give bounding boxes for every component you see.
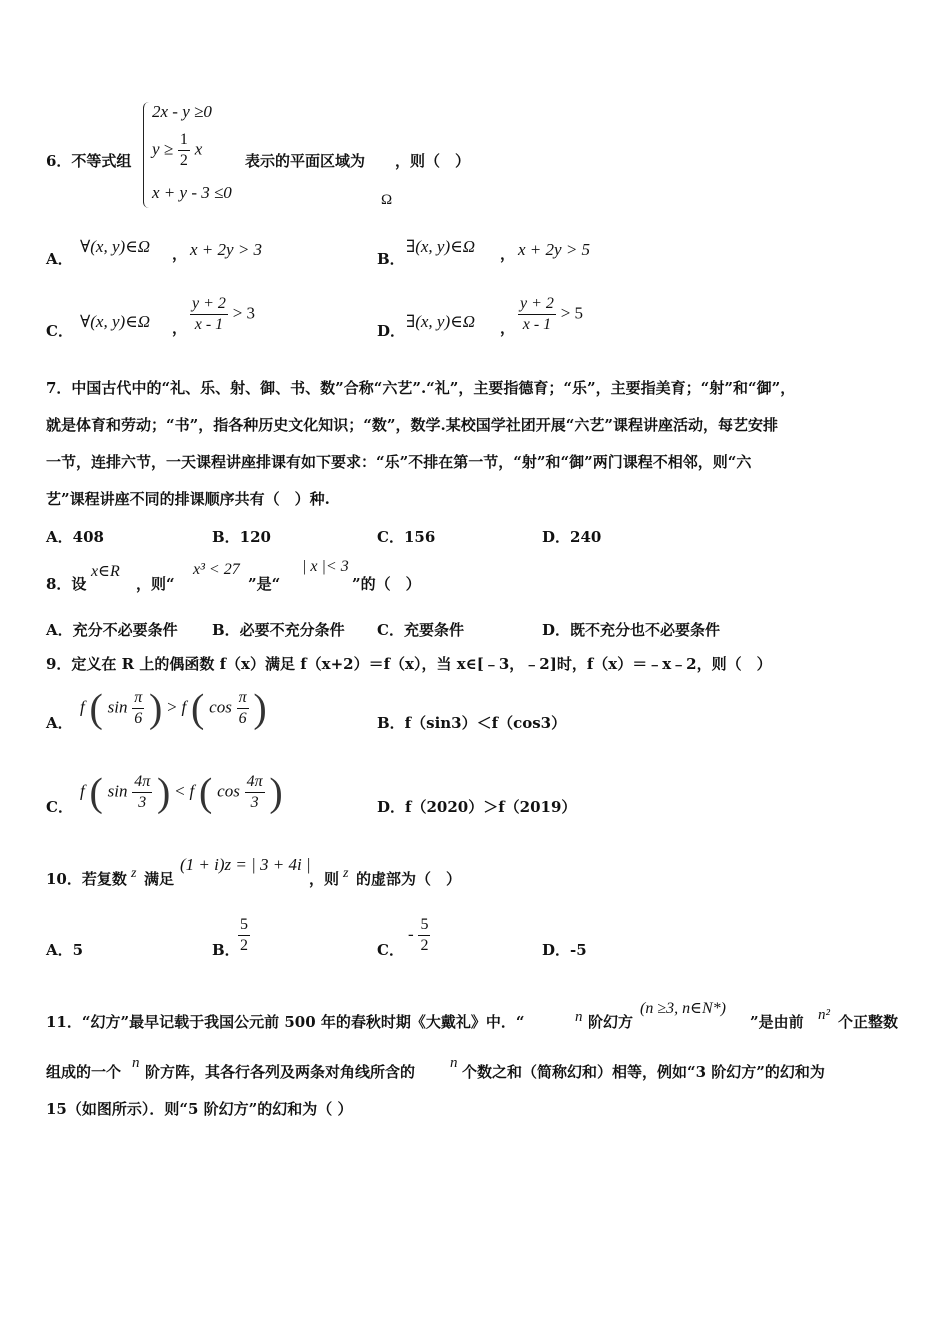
q11-line-2-tail: 个数之和（简称幻和）相等，例如“3 阶幻方”的幻和为 bbox=[462, 1063, 825, 1081]
q8-option-c: C．充要条件 bbox=[377, 621, 464, 639]
q6-option-d-relation: > 5 bbox=[560, 303, 584, 323]
q10-option-b-label: B． bbox=[212, 941, 240, 959]
q11-line-1-tail: 个正整数 bbox=[838, 1013, 899, 1031]
q9-option-a-frac-2 bbox=[237, 688, 249, 729]
q8-mid-2: ”是“ bbox=[248, 575, 281, 593]
q7-line-2: 就是体育和劳动；“书”，指各种历史文化知识；“数”，数学.某校国学社团开展“六艺”课程讲座活动，每艺安排 bbox=[46, 416, 778, 434]
q9-option-a-pi-2: π bbox=[237, 688, 249, 709]
q9-option-a-label: A． bbox=[46, 714, 73, 732]
q6-ineq-2-den: 2 bbox=[179, 152, 188, 169]
q9-option-a-expression bbox=[80, 685, 267, 731]
q7-option-c: C．156 bbox=[377, 528, 436, 546]
q11-n-squared: n² bbox=[818, 1007, 830, 1023]
q9-option-c-cos: cos bbox=[217, 781, 240, 801]
q6-option-c-comma: ， bbox=[172, 319, 188, 337]
q9-option-c-expression bbox=[80, 769, 283, 815]
q6-option-b-condition: x + 2y > 5 bbox=[518, 240, 591, 259]
q10-option-b-num: 5 bbox=[238, 915, 250, 936]
q9-option-c-frac-1 bbox=[132, 772, 152, 813]
q10-z-1: z bbox=[131, 866, 137, 881]
q10-equation: (1 + i)z = | 3 + 4i | bbox=[180, 855, 311, 874]
q10-option-c-minus: - bbox=[408, 924, 414, 944]
q6-option-c-den: x - 1 bbox=[194, 316, 224, 333]
q7-stem bbox=[46, 370, 908, 518]
q9-option-a-lparen-1: ( bbox=[89, 685, 103, 731]
q6-ineq-2-post: x bbox=[194, 139, 203, 159]
q6-ineq-2 bbox=[152, 130, 202, 171]
q9-option-a-six-2: 6 bbox=[238, 710, 247, 727]
q10-option-c-num: 5 bbox=[418, 915, 430, 936]
q7-option-a: A．408 bbox=[46, 528, 104, 546]
q6-option-d-comma: ， bbox=[500, 319, 516, 337]
q9-option-c-lparen-2: ( bbox=[199, 769, 213, 815]
q6-ineq-3: x + y - 3 ≤0 bbox=[152, 183, 232, 202]
q6-ineq-2-num: 1 bbox=[178, 130, 190, 151]
q6-option-c-fraction bbox=[190, 294, 228, 335]
q10-mid-2: ，则 bbox=[309, 870, 340, 888]
q6-ineq-2-fraction bbox=[178, 130, 190, 171]
q6-option-a-quantifier: ∀(x, y)∈Ω bbox=[80, 237, 151, 256]
q11-line-1-mid-2: ”是由前 bbox=[750, 1013, 804, 1031]
q9-option-a-f1: f bbox=[80, 697, 85, 717]
q9-option-c-den-1: 3 bbox=[138, 794, 147, 811]
q10-option-c-fraction bbox=[408, 915, 430, 956]
q6-option-d-den: x - 1 bbox=[522, 316, 552, 333]
q7-line-4: 艺”课程讲座不同的排课顺序共有（ ）种. bbox=[46, 490, 330, 508]
q6-omega: Ω bbox=[381, 192, 393, 208]
q8-prefix: 8．设 bbox=[46, 575, 87, 593]
q7-line-3: 一节，连排六节，一天课程讲座排课有如下要求：“乐”不排在第一节，“射”和“御”两门课程不相邻，则“六 bbox=[46, 453, 752, 471]
q10-mid: 满足 bbox=[144, 870, 175, 888]
q6-option-c-num: y + 2 bbox=[190, 294, 228, 315]
q9-option-a-six-1: 6 bbox=[134, 710, 143, 727]
q9-stem: 9．定义在 R 上的偶函数 f（x）满足 f（x+2）＝f（x），当 x∈[﹣3，﹣2]时，f（x）＝﹣x﹣2，则（ ） bbox=[46, 655, 772, 673]
q11-line-3: 15（如图所示）．则“5 阶幻方”的幻和为（ ） bbox=[46, 1100, 353, 1118]
q8-domain: x∈R bbox=[91, 563, 120, 580]
q6-region-text: 表示的平面区域为 bbox=[245, 152, 366, 170]
q6-option-d-fraction bbox=[518, 294, 556, 335]
q10-option-b-frac bbox=[238, 915, 250, 956]
q6-option-d-quantifier: ∃(x, y)∈Ω bbox=[406, 312, 476, 331]
q9-option-c-rparen-1: ) bbox=[157, 769, 171, 815]
q8-p-condition: x³ < 27 bbox=[193, 561, 240, 578]
q8-q-condition: | x |< 3 bbox=[302, 558, 349, 575]
q10-prefix: 10．若复数 bbox=[46, 870, 127, 888]
q9-option-a-rparen-2: ) bbox=[253, 685, 267, 731]
q6-ineq-2-pre: y ≥ bbox=[152, 139, 174, 159]
q6-option-c-relation: > 3 bbox=[232, 303, 256, 323]
q7-option-d: D．240 bbox=[542, 528, 602, 546]
q6-option-c-quantifier: ∀(x, y)∈Ω bbox=[80, 312, 151, 331]
q9-option-c-f2: f bbox=[189, 781, 195, 801]
q10-option-d: D．-5 bbox=[542, 941, 587, 959]
q6-option-d-label: D． bbox=[377, 322, 406, 340]
q9-option-a-sin: sin bbox=[107, 697, 128, 717]
q6-system-brace bbox=[143, 102, 150, 208]
q6-option-a-condition: x + 2y > 3 bbox=[190, 240, 263, 259]
q11-condition: (n ≥3, n∈N*) bbox=[640, 1000, 726, 1017]
q9-option-c-rparen-2: ) bbox=[269, 769, 283, 815]
q6-ineq-1: 2x - y ≥0 bbox=[152, 102, 212, 121]
q9-option-c-sin: sin bbox=[107, 781, 128, 801]
q10-tail: 的虚部为（ ） bbox=[356, 870, 462, 888]
q11-n-3: n bbox=[450, 1055, 458, 1071]
q9-option-c-relation: < bbox=[175, 781, 185, 801]
q6-option-b-comma: ， bbox=[500, 245, 516, 263]
q9-option-c-den-2: 3 bbox=[250, 794, 259, 811]
q8-mid-1: ，则“ bbox=[136, 575, 175, 593]
q9-option-c-f1: f bbox=[80, 781, 85, 801]
q6-option-b-label: B． bbox=[377, 250, 405, 268]
q9-option-a-f2: f bbox=[181, 697, 187, 717]
q6-option-c-expression bbox=[190, 294, 255, 335]
q8-option-a: A．充分不必要条件 bbox=[46, 621, 178, 639]
q11-line-1-mid: 阶幻方 bbox=[588, 1013, 634, 1031]
q10-option-c-label: C． bbox=[377, 941, 404, 959]
q6-tail: ，则（ ） bbox=[395, 152, 471, 170]
q11-line-2-mid: 阶方阵，其各行各列及两条对角线所含的 bbox=[145, 1063, 416, 1081]
q9-option-c-lparen-1: ( bbox=[89, 769, 103, 815]
q9-option-c-num-2: 4π bbox=[245, 772, 265, 793]
q9-option-a-frac-1 bbox=[132, 688, 144, 729]
q6-option-c-label: C． bbox=[46, 322, 73, 340]
q9-option-a-relation: > bbox=[167, 697, 177, 717]
q11-n-1: n bbox=[575, 1009, 583, 1025]
q9-option-c-label: C． bbox=[46, 798, 73, 816]
q8-option-b: B．必要不充分条件 bbox=[212, 621, 345, 639]
q9-option-c-num-1: 4π bbox=[132, 772, 152, 793]
q11-line-1-pre: 11．“幻方”最早记载于我国公元前 500 年的春秋时期《大戴礼》中．“ bbox=[46, 1013, 525, 1031]
q10-option-b-den: 2 bbox=[240, 937, 248, 954]
q9-option-a-pi-1: π bbox=[132, 688, 144, 709]
q10-option-b-fraction bbox=[238, 915, 250, 956]
q9-option-a-cos: cos bbox=[209, 697, 232, 717]
q6-number: 6．不等式组 bbox=[46, 152, 132, 170]
q6-option-d-num: y + 2 bbox=[518, 294, 556, 315]
q10-z-2: z bbox=[343, 866, 349, 881]
q9-option-a-rparen-1: ) bbox=[149, 685, 163, 731]
q9-option-a-lparen-2: ( bbox=[191, 685, 205, 731]
q7-option-b: B．120 bbox=[212, 528, 271, 546]
q6-option-d-expression bbox=[518, 294, 583, 335]
q10-option-c-frac bbox=[418, 915, 430, 956]
q9-option-d: D．f（2020）＞f（2019） bbox=[377, 798, 577, 816]
q6-option-a-label: A． bbox=[46, 250, 73, 268]
q6-option-b-quantifier: ∃(x, y)∈Ω bbox=[406, 237, 476, 256]
q10-option-c-den: 2 bbox=[420, 937, 429, 954]
q9-option-c-frac-2 bbox=[245, 772, 265, 813]
q6-option-a-comma: ， bbox=[172, 245, 188, 263]
q8-option-d: D．既不充分也不必要条件 bbox=[542, 621, 721, 639]
q11-n-2: n bbox=[132, 1055, 140, 1071]
q10-option-a: A．5 bbox=[46, 941, 84, 959]
q9-option-b: B．f（sin3）＜f（cos3） bbox=[377, 714, 567, 732]
q11-line-2-pre: 组成的一个 bbox=[46, 1063, 122, 1081]
q7-line-1: 7．中国古代中的“礼、乐、射、御、书、数”合称“六艺”.“礼”，主要指德育；“乐”，主要指美育；“射”和“御”， bbox=[46, 379, 796, 397]
q8-tail: ”的（ ） bbox=[352, 575, 421, 593]
